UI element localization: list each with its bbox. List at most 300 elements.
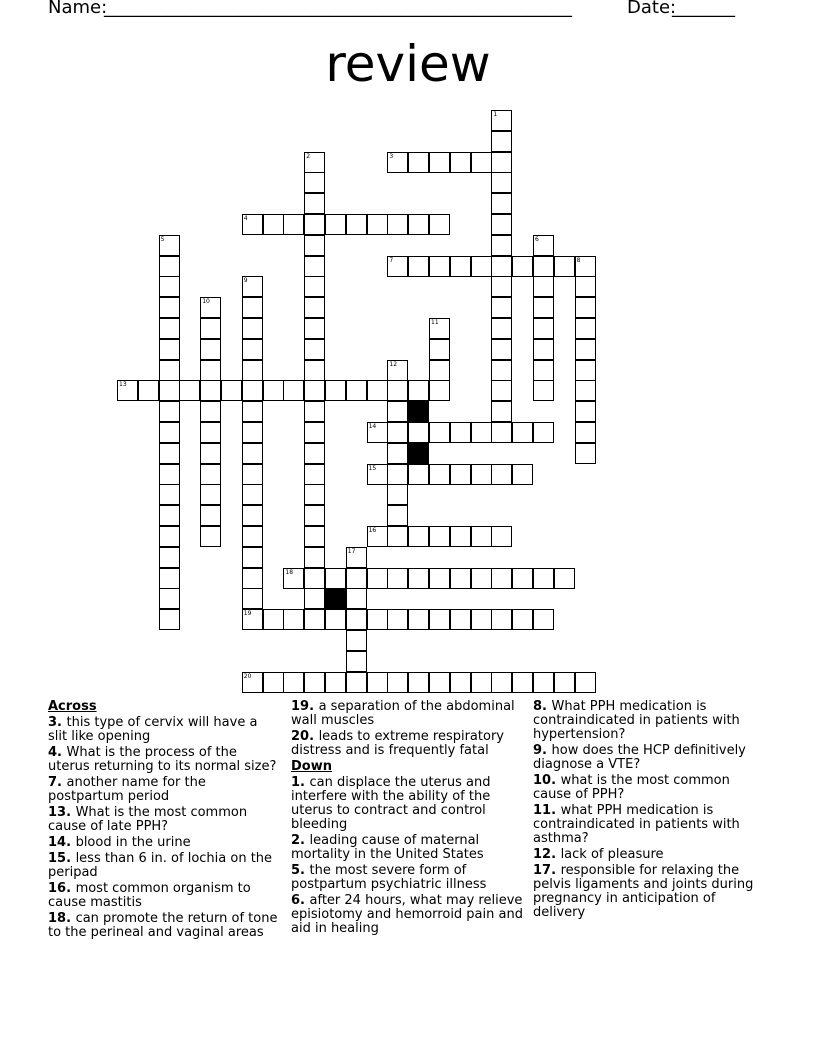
- crossword-cell[interactable]: [512, 568, 533, 589]
- clue-item: [291, 864, 523, 892]
- crossword-cell[interactable]: [491, 380, 512, 401]
- crossword-cell[interactable]: [263, 380, 284, 401]
- crossword-cell[interactable]: [304, 152, 325, 173]
- crossword-cell[interactable]: [200, 318, 221, 339]
- crossword-cell[interactable]: [491, 235, 512, 256]
- date-blank[interactable]: _______: [672, 0, 735, 18]
- clue-number: 10: [202, 298, 210, 306]
- crossword-cell[interactable]: [242, 588, 263, 609]
- crossword-cell[interactable]: [367, 380, 388, 401]
- crossword-cell[interactable]: [159, 505, 180, 526]
- crossword-cell[interactable]: [408, 568, 429, 589]
- clue-number: 7.: [48, 775, 67, 790]
- crossword-cell[interactable]: [387, 464, 408, 485]
- crossword-cell[interactable]: [387, 380, 408, 401]
- clue-item: [533, 848, 765, 862]
- crossword-cell[interactable]: [117, 380, 138, 401]
- crossword-cell[interactable]: [408, 609, 429, 630]
- crossword-cell[interactable]: [346, 651, 367, 672]
- crossword-cell[interactable]: [283, 380, 304, 401]
- crossword-cell[interactable]: [491, 672, 512, 693]
- crossword-cell[interactable]: [450, 422, 471, 443]
- crossword-cell[interactable]: [575, 401, 596, 422]
- crossword-cell[interactable]: [408, 422, 429, 443]
- crossword-cell[interactable]: [533, 609, 554, 630]
- crossword-cell[interactable]: [575, 276, 596, 297]
- crossword-cell[interactable]: [304, 588, 325, 609]
- crossword-cell[interactable]: [491, 401, 512, 422]
- crossword-cell[interactable]: [471, 256, 492, 277]
- crossword-cell[interactable]: [179, 380, 200, 401]
- clue-number: 13.: [48, 805, 76, 820]
- clue-number: 15: [368, 464, 377, 472]
- clue-number: 14.: [48, 835, 76, 850]
- clue-number: 19.: [291, 699, 319, 714]
- clue-text: this type of cervix will have a slit like opening: [48, 715, 258, 744]
- crossword-cell[interactable]: [304, 360, 325, 381]
- clue-text: What is the process of the uterus returning to its normal size?: [48, 745, 277, 774]
- crossword-cell[interactable]: [159, 318, 180, 339]
- clue-item: [291, 834, 523, 862]
- clue-number: 11.: [533, 803, 561, 818]
- crossword-cell[interactable]: [491, 360, 512, 381]
- clue-item: [48, 882, 280, 910]
- crossword-cell[interactable]: [263, 214, 284, 235]
- crossword-cell[interactable]: [429, 526, 450, 547]
- crossword-cell[interactable]: [200, 297, 221, 318]
- crossword-cell[interactable]: [304, 339, 325, 360]
- name-blank[interactable]: ____________________________________________________: [104, 0, 572, 18]
- clue-number: 9: [243, 277, 248, 285]
- crossword-cell[interactable]: [387, 568, 408, 589]
- clue-text: the most severe form of postpartum psychiatric illness: [291, 863, 487, 892]
- clue-number: 2.: [291, 833, 310, 848]
- crossword-cell[interactable]: [408, 256, 429, 277]
- clue-text: how does the HCP definitively diagnose a VTE?: [533, 743, 746, 772]
- crossword-cell[interactable]: [491, 276, 512, 297]
- clue-item: [48, 776, 280, 804]
- crossword-cell[interactable]: [554, 256, 575, 277]
- clue-text: leads to extreme respiratory distress and is frequently fatal: [291, 729, 504, 758]
- clue-item: [48, 836, 280, 850]
- crossword-cell[interactable]: [283, 214, 304, 235]
- crossword-cell[interactable]: [159, 235, 180, 256]
- crossword-cell[interactable]: [200, 339, 221, 360]
- crossword-cell[interactable]: [304, 672, 325, 693]
- crossword-cell[interactable]: [429, 152, 450, 173]
- crossword-cell[interactable]: [387, 256, 408, 277]
- crossword-cell[interactable]: [533, 568, 554, 589]
- clue-text: blood in the urine: [75, 835, 191, 850]
- crossword-cell[interactable]: [408, 380, 429, 401]
- clue-number: 8: [576, 256, 581, 264]
- clue-number: 3.: [48, 715, 67, 730]
- crossword-cell[interactable]: [263, 609, 284, 630]
- crossword-cell[interactable]: [242, 547, 263, 568]
- crossword-cell[interactable]: [304, 526, 325, 547]
- crossword-cell[interactable]: [533, 380, 554, 401]
- crossword-cell[interactable]: [200, 422, 221, 443]
- crossword-cell[interactable]: [575, 360, 596, 381]
- clue-number: 4: [243, 215, 248, 222]
- clue-item: [291, 700, 523, 728]
- crossword-cell[interactable]: [512, 422, 533, 443]
- crossword-cell[interactable]: [367, 464, 388, 485]
- clue-number: 10.: [533, 773, 561, 788]
- clue-number: 15.: [48, 851, 76, 866]
- crossword-cell[interactable]: [159, 464, 180, 485]
- crossword-black-cell: [408, 443, 429, 464]
- crossword-cell[interactable]: [471, 152, 492, 173]
- crossword-cell[interactable]: [512, 464, 533, 485]
- crossword-cell[interactable]: [533, 256, 554, 277]
- crossword-cell[interactable]: [304, 172, 325, 193]
- crossword-cell[interactable]: [429, 339, 450, 360]
- crossword-cell[interactable]: [242, 214, 263, 235]
- crossword-cell[interactable]: [367, 526, 388, 547]
- crossword-cell[interactable]: [554, 568, 575, 589]
- clue-item: [533, 804, 765, 846]
- crossword-cell[interactable]: [242, 318, 263, 339]
- clue-item: [533, 744, 765, 772]
- clue-number: 9.: [533, 743, 552, 758]
- crossword-cell[interactable]: [304, 235, 325, 256]
- crossword-cell[interactable]: [304, 505, 325, 526]
- crossword-cell[interactable]: [304, 256, 325, 277]
- crossword-cell[interactable]: [283, 568, 304, 589]
- clue-number: 20: [243, 672, 252, 680]
- crossword-cell[interactable]: [533, 339, 554, 360]
- crossword-cell[interactable]: [242, 505, 263, 526]
- clue-number: 2: [306, 152, 311, 160]
- clue-item: [533, 774, 765, 802]
- crossword-cell[interactable]: [533, 360, 554, 381]
- crossword-cell[interactable]: [242, 401, 263, 422]
- crossword-cell[interactable]: [491, 110, 512, 131]
- clue-item: [533, 700, 765, 742]
- clue-number: 8.: [533, 699, 552, 714]
- clue-item: [48, 852, 280, 880]
- crossword-cell[interactable]: [200, 505, 221, 526]
- crossword-cell[interactable]: [200, 360, 221, 381]
- crossword-cell[interactable]: [387, 526, 408, 547]
- crossword-cell[interactable]: [304, 276, 325, 297]
- crossword-cell[interactable]: [346, 672, 367, 693]
- clue-text: lack of pleasure: [560, 847, 664, 862]
- crossword-cell[interactable]: [159, 588, 180, 609]
- clue-text: can displace the uterus and interfere with the ability of the uterus to contract and control bleeding: [291, 775, 491, 832]
- crossword-cell[interactable]: [242, 339, 263, 360]
- clue-text: another name for the postpartum period: [48, 775, 206, 804]
- crossword-cell[interactable]: [304, 484, 325, 505]
- crossword-cell[interactable]: [200, 443, 221, 464]
- crossword-cell[interactable]: [159, 484, 180, 505]
- crossword-cell[interactable]: [325, 609, 346, 630]
- crossword-cell[interactable]: [325, 672, 346, 693]
- crossword-cell[interactable]: [242, 276, 263, 297]
- clue-number: 17: [347, 547, 356, 555]
- crossword-cell[interactable]: [429, 672, 450, 693]
- crossword-cell[interactable]: [387, 484, 408, 505]
- crossword-cell[interactable]: [159, 568, 180, 589]
- crossword-cell[interactable]: [408, 464, 429, 485]
- crossword-cell[interactable]: [450, 526, 471, 547]
- clue-text: responsible for relaxing the pelvis ligaments and joints during pregnancy in anticipation of delivery: [533, 863, 754, 920]
- crossword-cell[interactable]: [304, 401, 325, 422]
- crossword-cell[interactable]: [346, 588, 367, 609]
- crossword-cell[interactable]: [304, 297, 325, 318]
- crossword-cell[interactable]: [200, 380, 221, 401]
- crossword-cell[interactable]: [387, 152, 408, 173]
- clue-item: [533, 864, 765, 920]
- clue-item: [291, 730, 523, 758]
- crossword-cell[interactable]: [387, 360, 408, 381]
- crossword-cell[interactable]: [450, 256, 471, 277]
- crossword-cell[interactable]: [491, 214, 512, 235]
- crossword-cell[interactable]: [429, 360, 450, 381]
- crossword-cell[interactable]: [429, 464, 450, 485]
- crossword-cell[interactable]: [387, 401, 408, 422]
- clue-number: 12: [389, 360, 398, 368]
- crossword-cell[interactable]: [491, 152, 512, 173]
- crossword-cell[interactable]: [533, 318, 554, 339]
- crossword-cell[interactable]: [533, 276, 554, 297]
- crossword-cell[interactable]: [491, 131, 512, 152]
- clue-number: 4.: [48, 745, 67, 760]
- crossword-cell[interactable]: [491, 422, 512, 443]
- crossword-cell[interactable]: [304, 568, 325, 589]
- clue-text: less than 6 in. of lochia on the peripad: [48, 851, 273, 880]
- crossword-cell[interactable]: [408, 152, 429, 173]
- crossword-cell[interactable]: [242, 380, 263, 401]
- clues-column-2: [291, 700, 523, 938]
- crossword-cell[interactable]: [429, 568, 450, 589]
- crossword-cell[interactable]: [408, 214, 429, 235]
- clue-text: What is the most common cause of late PPH?: [48, 805, 248, 834]
- clue-text: most common organism to cause mastitis: [48, 881, 251, 910]
- crossword-cell[interactable]: [387, 672, 408, 693]
- crossword-cell[interactable]: [491, 526, 512, 547]
- crossword-cell[interactable]: [221, 380, 242, 401]
- clues-column-1: [48, 700, 280, 942]
- crossword-cell[interactable]: [283, 672, 304, 693]
- crossword-cell[interactable]: [346, 380, 367, 401]
- crossword-cell[interactable]: [387, 422, 408, 443]
- crossword-cell[interactable]: [200, 484, 221, 505]
- crossword-cell[interactable]: [159, 547, 180, 568]
- crossword-cell[interactable]: [575, 339, 596, 360]
- crossword-cell[interactable]: [346, 568, 367, 589]
- crossword-cell[interactable]: [138, 380, 159, 401]
- crossword-cell[interactable]: [491, 193, 512, 214]
- crossword-cell[interactable]: [242, 443, 263, 464]
- crossword-cell[interactable]: [429, 380, 450, 401]
- crossword-cell[interactable]: [429, 256, 450, 277]
- crossword-cell[interactable]: [491, 609, 512, 630]
- crossword-cell[interactable]: [491, 297, 512, 318]
- crossword-cell[interactable]: [200, 464, 221, 485]
- crossword-cell[interactable]: [450, 609, 471, 630]
- clue-text: after 24 hours, what may relieve episiotomy and hemorroid pain and aid in healing: [291, 893, 523, 936]
- crossword-cell[interactable]: [159, 609, 180, 630]
- crossword-cell[interactable]: [387, 443, 408, 464]
- crossword-cell[interactable]: [387, 609, 408, 630]
- crossword-black-cell: [325, 588, 346, 609]
- clue-text: what PPH medication is contraindicated in patients with asthma?: [533, 803, 740, 846]
- crossword-cell[interactable]: [304, 464, 325, 485]
- crossword-cell[interactable]: [575, 672, 596, 693]
- clue-text: What PPH medication is contraindicated in patients with hypertension?: [533, 699, 740, 742]
- crossword-cell[interactable]: [200, 401, 221, 422]
- crossword-cell[interactable]: [346, 547, 367, 568]
- clue-number: 19: [243, 610, 252, 618]
- crossword-cell[interactable]: [450, 672, 471, 693]
- crossword-cell[interactable]: [367, 609, 388, 630]
- clue-number: 17.: [533, 863, 561, 878]
- clue-number: 14: [368, 423, 377, 430]
- crossword-cell[interactable]: [159, 443, 180, 464]
- crossword-cell[interactable]: [429, 318, 450, 339]
- crossword-cell[interactable]: [450, 464, 471, 485]
- crossword-cell[interactable]: [346, 609, 367, 630]
- crossword-cell[interactable]: [159, 297, 180, 318]
- crossword-cell[interactable]: [512, 609, 533, 630]
- crossword-cell[interactable]: [242, 526, 263, 547]
- crossword-cell[interactable]: [283, 609, 304, 630]
- crossword-black-cell: [408, 401, 429, 422]
- clue-number: 18: [285, 568, 294, 576]
- crossword-cell[interactable]: [512, 256, 533, 277]
- clue-number: 18.: [48, 911, 76, 926]
- crossword-cell[interactable]: [575, 443, 596, 464]
- crossword-cell[interactable]: [533, 235, 554, 256]
- crossword-cell[interactable]: [242, 484, 263, 505]
- crossword-cell[interactable]: [491, 256, 512, 277]
- crossword-cell[interactable]: [304, 193, 325, 214]
- crossword-cell[interactable]: [450, 152, 471, 173]
- crossword-cell[interactable]: [512, 672, 533, 693]
- clue-number: 16: [368, 527, 377, 534]
- crossword-cell[interactable]: [533, 422, 554, 443]
- crossword-cell[interactable]: [242, 464, 263, 485]
- crossword-cell[interactable]: [471, 526, 492, 547]
- clue-number: 5: [160, 235, 165, 243]
- clue-number: 6: [535, 235, 539, 243]
- crossword-cell[interactable]: [242, 422, 263, 443]
- crossword-cell[interactable]: [242, 609, 263, 630]
- crossword-cell[interactable]: [387, 505, 408, 526]
- crossword-cell[interactable]: [159, 256, 180, 277]
- clue-number: 13: [119, 381, 127, 389]
- crossword-cell[interactable]: [429, 422, 450, 443]
- crossword-cell[interactable]: [471, 609, 492, 630]
- clue-text: what is the most common cause of PPH?: [533, 773, 730, 802]
- crossword-cell[interactable]: [491, 568, 512, 589]
- crossword-cell[interactable]: [450, 568, 471, 589]
- clue-number: 16.: [48, 881, 76, 896]
- crossword-cell[interactable]: [367, 422, 388, 443]
- crossword-cell[interactable]: [242, 297, 263, 318]
- crossword-cell[interactable]: [491, 464, 512, 485]
- crossword-cell[interactable]: [325, 380, 346, 401]
- clue-number: 6.: [291, 893, 310, 908]
- crossword-cell[interactable]: [304, 380, 325, 401]
- crossword-cell[interactable]: [304, 214, 325, 235]
- crossword-cell[interactable]: [533, 297, 554, 318]
- crossword-cell[interactable]: [159, 276, 180, 297]
- crossword-cell[interactable]: [575, 318, 596, 339]
- crossword-cell[interactable]: [367, 214, 388, 235]
- crossword-cell[interactable]: [242, 568, 263, 589]
- crossword-cell[interactable]: [304, 547, 325, 568]
- date-label: Date:: [627, 0, 677, 18]
- page-title: review: [325, 35, 491, 93]
- crossword-cell[interactable]: [575, 422, 596, 443]
- crossword-cell[interactable]: [325, 214, 346, 235]
- crossword-cell[interactable]: [346, 214, 367, 235]
- clue-item: [48, 912, 280, 940]
- crossword-cell[interactable]: [304, 422, 325, 443]
- crossword-cell[interactable]: [471, 464, 492, 485]
- crossword-cell[interactable]: [387, 214, 408, 235]
- clue-number: 20.: [291, 729, 319, 744]
- clue-item: [48, 716, 280, 744]
- crossword-cell[interactable]: [471, 422, 492, 443]
- crossword-cell[interactable]: [491, 339, 512, 360]
- crossword-cell[interactable]: [533, 672, 554, 693]
- crossword-cell[interactable]: [408, 526, 429, 547]
- crossword-cell[interactable]: [471, 672, 492, 693]
- crossword-cell[interactable]: [325, 568, 346, 589]
- crossword-cell[interactable]: [367, 672, 388, 693]
- clue-number: 5.: [291, 863, 310, 878]
- crossword-cell[interactable]: [159, 360, 180, 381]
- crossword-cell[interactable]: [304, 609, 325, 630]
- crossword-cell[interactable]: [408, 672, 429, 693]
- crossword-cell[interactable]: [429, 609, 450, 630]
- clue-item: [291, 776, 523, 832]
- clue-text: a separation of the abdominal wall muscles: [291, 699, 515, 728]
- crossword-cell[interactable]: [491, 318, 512, 339]
- crossword-cell[interactable]: [159, 380, 180, 401]
- crossword-cell[interactable]: [159, 401, 180, 422]
- crossword-cell[interactable]: [242, 672, 263, 693]
- crossword-cell[interactable]: [575, 380, 596, 401]
- crossword-cell[interactable]: [367, 568, 388, 589]
- clue-item: [48, 746, 280, 774]
- crossword-cell[interactable]: [304, 318, 325, 339]
- crossword-cell[interactable]: [346, 630, 367, 651]
- clues-column-3: [533, 700, 765, 922]
- clue-number: 11: [431, 319, 439, 326]
- crossword-cell[interactable]: [575, 297, 596, 318]
- clue-item: [48, 806, 280, 834]
- crossword-cell[interactable]: [304, 443, 325, 464]
- crossword-cell[interactable]: [491, 172, 512, 193]
- crossword-cell[interactable]: [159, 526, 180, 547]
- clue-text: can promote the return of tone to the perineal and vaginal areas: [48, 911, 278, 940]
- crossword-cell[interactable]: [429, 214, 450, 235]
- crossword-cell[interactable]: [471, 568, 492, 589]
- crossword-cell[interactable]: [575, 256, 596, 277]
- crossword-cell[interactable]: [159, 339, 180, 360]
- crossword-cell[interactable]: [159, 422, 180, 443]
- crossword-cell[interactable]: [242, 360, 263, 381]
- crossword-cell[interactable]: [263, 672, 284, 693]
- crossword-cell[interactable]: [554, 672, 575, 693]
- clue-number: 12.: [533, 847, 561, 862]
- crossword-cell[interactable]: [200, 526, 221, 547]
